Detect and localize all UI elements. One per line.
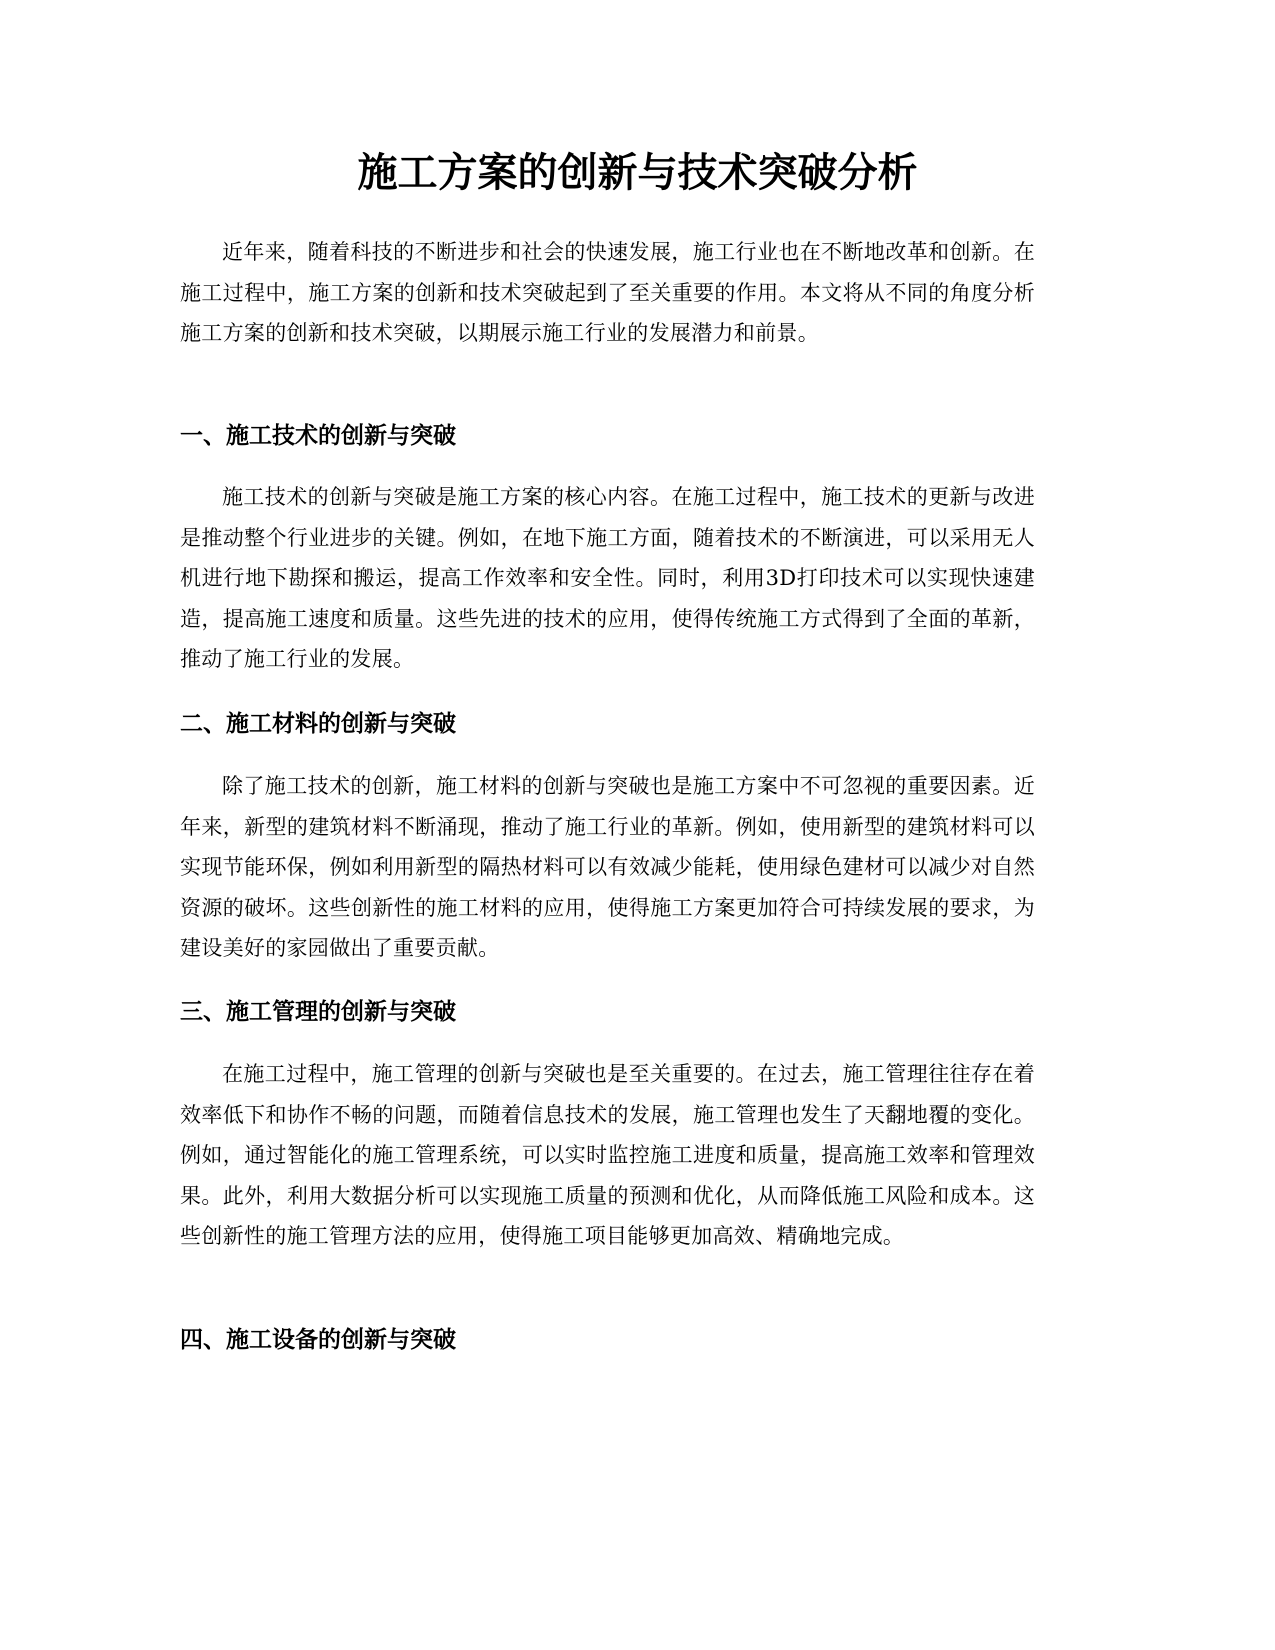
- section-heading-materials: 二、施工材料的创新与突破: [180, 711, 456, 737]
- document-title: 施工方案的创新与技术突破分析: [357, 150, 918, 196]
- section-heading-equipment: 四、施工设备的创新与突破: [180, 1327, 456, 1353]
- section-heading-management: 三、施工管理的创新与突破: [180, 999, 456, 1025]
- section-paragraph-management: 在施工过程中，施工管理的创新与突破也是至关重要的。在过去，施工管理往往存在着效率低下和协作不畅的问题，而随着信息技术的发展，施工管理也发生了天翻地覆的变化。例如，通过智能化的施工管理系统，可以实时监控施工进度和质量，提高施工效率和管理效果。此外，利用大数据分析可以实现施工质量的预测和优化，从而降低施工风险和成本。这些创新性的施工管理方法的应用，使得施工项目能够更加高效、精确地完成。: [180, 1062, 1035, 1248]
- section-paragraph-technology: 施工技术的创新与突破是施工方案的核心内容。在施工过程中，施工技术的更新与改进是推动整个行业进步的关键。例如，在地下施工方面，随着技术的不断演进，可以采用无人机进行地下勘探和搬运，提高工作效率和安全性。同时，利用3D打印技术可以实现快速建造，提高施工速度和质量。这些先进的技术的应用，使得传统施工方式得到了全面的革新，推动了施工行业的发展。: [180, 485, 1035, 671]
- section-paragraph-materials: 除了施工技术的创新，施工材料的创新与突破也是施工方案中不可忽视的重要因素。近年来，新型的建筑材料不断涌现，推动了施工行业的革新。例如，使用新型的建筑材料可以实现节能环保，例如利用新型的隔热材料可以有效减少能耗，使用绿色建材可以减少对自然资源的破坏。这些创新性的施工材料的应用，使得施工方案更加符合可持续发展的要求，为建设美好的家园做出了重要贡献。: [180, 774, 1035, 960]
- intro-paragraph: 近年来，随着科技的不断进步和社会的快速发展，施工行业也在不断地改革和创新。在施工过程中，施工方案的创新和技术突破起到了至关重要的作用。本文将从不同的角度分析施工方案的创新和技术突破，以期展示施工行业的发展潜力和前景。: [180, 240, 1035, 345]
- section-heading-technology: 一、施工技术的创新与突破: [180, 423, 456, 449]
